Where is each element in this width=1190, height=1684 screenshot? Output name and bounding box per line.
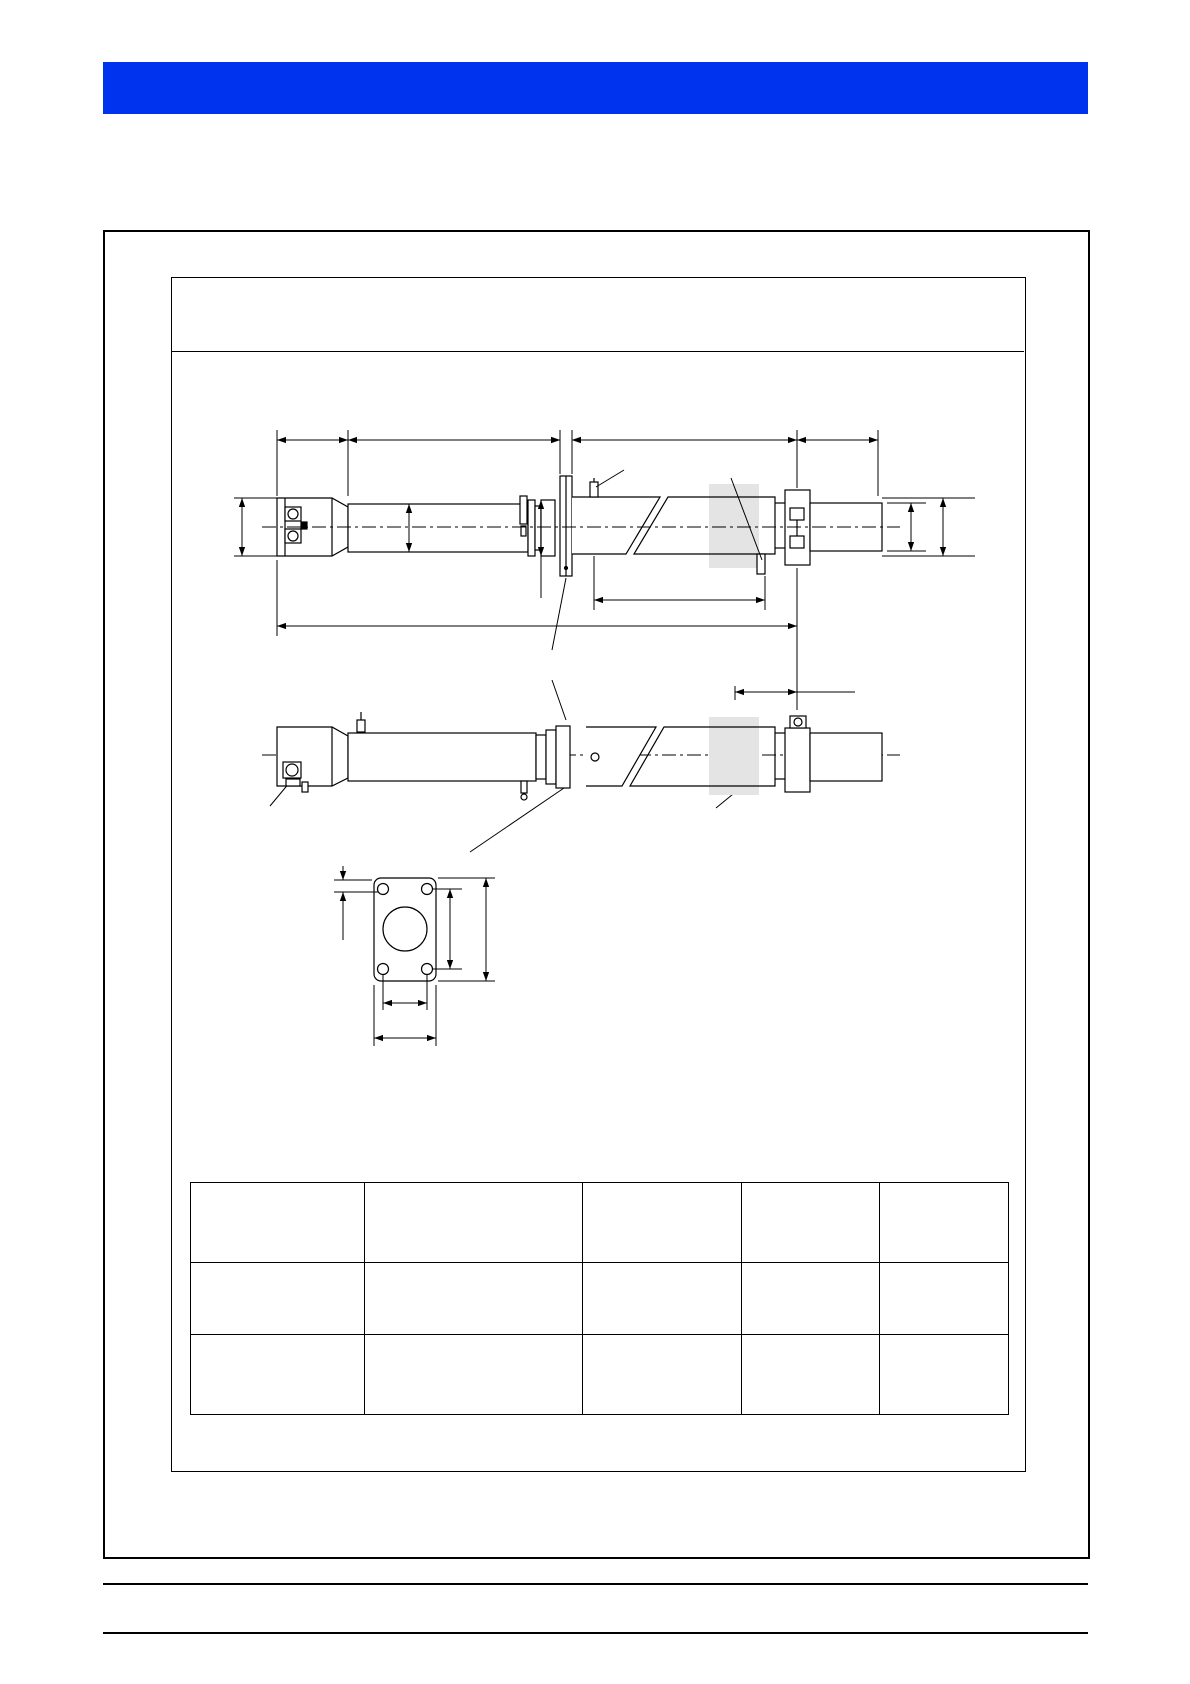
spec-table bbox=[190, 1182, 1009, 1415]
main-tube-bottom bbox=[348, 733, 536, 781]
table-cell bbox=[365, 1263, 583, 1335]
front-view bbox=[277, 712, 882, 800]
table-cell bbox=[365, 1335, 583, 1415]
table-cell bbox=[742, 1263, 880, 1335]
footer-rule-bottom bbox=[103, 1632, 1088, 1634]
table-cell bbox=[365, 1183, 583, 1263]
shaded-zone-bottom bbox=[709, 717, 759, 795]
table-cell bbox=[742, 1335, 880, 1415]
flange-detail bbox=[374, 878, 436, 981]
table-cell bbox=[191, 1335, 365, 1415]
table-cell bbox=[880, 1183, 1009, 1263]
table-row bbox=[191, 1263, 1009, 1335]
footer-rule-top bbox=[103, 1583, 1088, 1585]
table-cell bbox=[583, 1335, 742, 1415]
table-cell bbox=[191, 1263, 365, 1335]
table-row bbox=[191, 1335, 1009, 1415]
table-row bbox=[191, 1183, 1009, 1263]
table-cell bbox=[742, 1183, 880, 1263]
table-cell bbox=[583, 1183, 742, 1263]
side-view bbox=[277, 476, 882, 576]
table-cell bbox=[583, 1263, 742, 1335]
mounting-flange-bottom bbox=[556, 726, 570, 788]
main-tube-top bbox=[348, 504, 528, 552]
table-cell bbox=[880, 1263, 1009, 1335]
dimension-lines bbox=[234, 430, 975, 852]
table-cell bbox=[191, 1183, 365, 1263]
clamp-bottom bbox=[785, 728, 810, 792]
tube-tip-bottom bbox=[810, 733, 882, 781]
table-cell bbox=[880, 1335, 1009, 1415]
